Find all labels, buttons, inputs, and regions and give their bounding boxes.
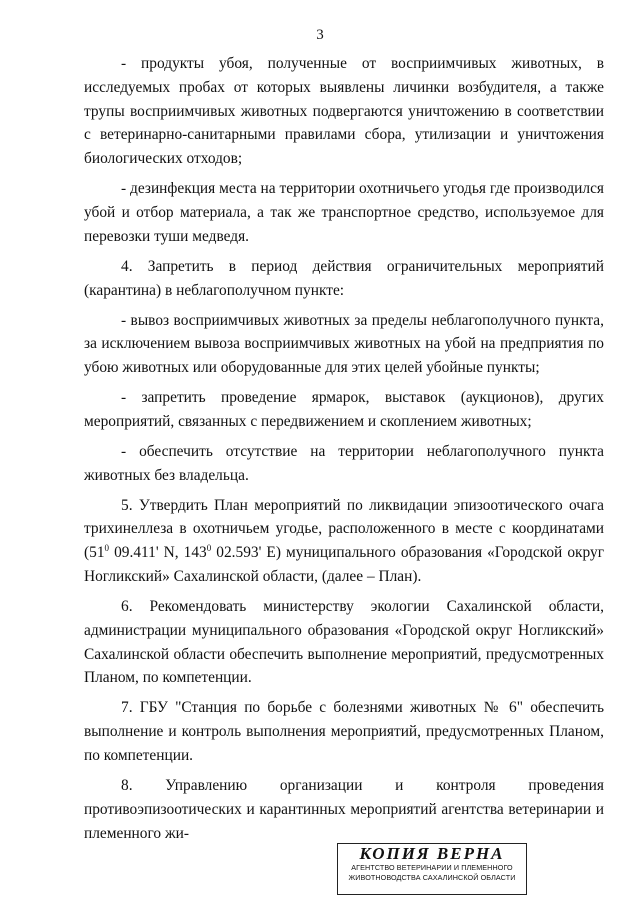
paragraph-item-7: 7. ГБУ "Станция по борьбе с болезнями животных № 6" обеспечить выполнение и контроль выполнения мероприятий, предусмотренных Планом, по компетенции.	[84, 699, 604, 765]
stamp-agency-line-2: ЖИВОТНОВОДСТВА САХАЛИНСКОЙ ОБЛАСТИ	[348, 872, 516, 882]
copy-certified-stamp	[337, 843, 527, 895]
paragraph-item-4: 4. Запретить в период действия ограничительных мероприятий (карантина) в неблагополучном пункте:	[84, 257, 604, 299]
coords-lon: 02.593' E) муниципального образования «Городской округ Ногликский» Сахалинской области, (далее – План).	[84, 544, 605, 586]
stamp-title: КОПИЯ ВЕРНА	[359, 844, 505, 863]
paragraph-stray-animals: - обеспечить отсутствие на территории неблагополучного пункта животных без владельца.	[84, 442, 604, 484]
page-number: 3	[316, 27, 324, 43]
paragraph-disinfection: - дезинфекция места на территории охотничьего угодья где производился убой и отбор материала, а так же транспортное средство, используемое для перевозки туши медведя.	[84, 180, 604, 245]
item-5-text: 5. Утвердить План мероприятий по ликвидации эпизоотического очага трихинеллеза в охотничьем угодье, расположенного в месте с координатами	[84, 496, 604, 538]
paragraph-export-ban: - вывоз восприимчивых животных за пределы неблагополучного пункта, за исключением вывоза восприимчивых животных на убой на предприятия по убою животных или оборудованные для этих целей убойные пункты;	[84, 311, 604, 377]
lat-degree: 0	[104, 543, 110, 554]
paragraph-item-5	[84, 494, 604, 589]
paragraph-item-6: 6. Рекомендовать министерству экологии Сахалинской области, администрации муниципального образования «Городской округ Ногликский» Сахалинской области обеспечить выполнение мероприятий, предусмотренных Планом, по компетенции.	[84, 598, 604, 687]
document-body	[84, 52, 604, 852]
coords-open: (51	[84, 544, 105, 562]
coords-lat: 09.411' N, 143	[109, 544, 207, 562]
lon-degree: 0	[206, 543, 212, 554]
paragraph-item-8: 8. Управлению организации и контроля проведения противоэпизоотических и карантинных мероприятий агентства ветеринарии и племенного жи-	[84, 777, 604, 842]
paragraph-slaughter-products: - продукты убоя, полученные от восприимчивых животных, в исследуемых пробах от которых выявлены личинки возбудителя, а также трупы восприимчивых животных подвергаются уничтожению в соответствии с ветеринарно-санитарными правилами сбора, утилизации и уничтожения биологических отходов;	[84, 55, 604, 168]
stamp-agency-line-1: АГЕНТСТВО ВЕТЕРИНАРИИ И ПЛЕМЕННОГО	[351, 863, 513, 872]
paragraph-fairs-ban: - запретить проведение ярмарок, выставок (аукционов), других мероприятий, связанных с передвижением и скоплением животных;	[84, 389, 604, 430]
